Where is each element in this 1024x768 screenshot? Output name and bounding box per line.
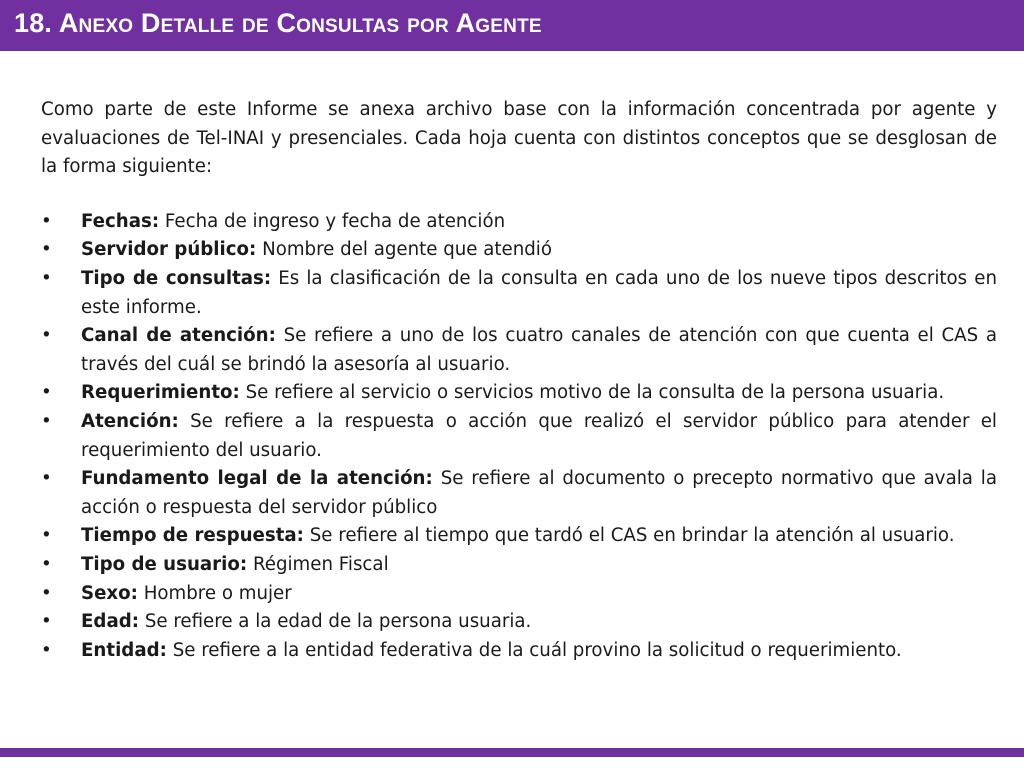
list-item <box>41 208 997 237</box>
item-term: Requerimiento: <box>81 382 240 404</box>
item-description: Fecha de ingreso y fecha de atención <box>164 210 506 232</box>
slide-content <box>41 96 997 665</box>
list-item <box>41 551 997 580</box>
item-description: Se refiere al documento o precepto normativo que avala la acción o respuesta del servidor público <box>81 468 997 518</box>
item-description: Nombre del agente que atendió <box>262 239 552 261</box>
slide-title: 18. Anexo Detalle de Consultas por Agente <box>14 8 542 38</box>
bullet-icon: • <box>41 382 52 404</box>
bullet-icon: • <box>41 325 52 347</box>
item-term: Edad: <box>81 611 140 633</box>
list-item <box>41 580 997 609</box>
bullet-icon: • <box>41 468 52 490</box>
list-item <box>41 265 997 322</box>
item-description: Se refiere a uno de los cuatro canales de atención con que cuenta el CAS a través del cuál se brindó la asesoría al usuario. <box>81 325 997 375</box>
list-item <box>41 322 997 379</box>
bottom-accent-bar <box>0 748 1024 757</box>
bullet-icon: • <box>41 525 52 547</box>
item-term: Sexo: <box>81 582 138 604</box>
item-description: Se refiere al tiempo que tardó el CAS en brindar la atención al usuario. <box>309 525 955 547</box>
list-item <box>41 236 997 265</box>
bullet-icon: • <box>41 410 52 432</box>
item-term: Servidor público: <box>81 239 257 261</box>
bullet-icon: • <box>41 239 52 261</box>
item-term: Tipo de usuario: <box>81 553 248 575</box>
list-item <box>41 379 997 408</box>
list-item <box>41 465 997 522</box>
bullet-icon: • <box>41 639 52 661</box>
item-description: Se refiere al servicio o servicios motivo de la consulta de la persona usuaria. <box>245 382 945 404</box>
item-description: Es la clasificación de la consulta en cada uno de los nueve tipos descritos en este informe. <box>81 267 997 318</box>
bullet-icon: • <box>41 553 52 575</box>
title-bar <box>0 0 1024 51</box>
item-term: Entidad: <box>81 639 167 661</box>
item-term: Tipo de consultas: <box>81 267 272 289</box>
bullet-icon: • <box>41 582 52 604</box>
item-description: Se refiere a la respuesta o acción que realizó el servidor público para atender el requerimiento del usuario. <box>81 410 997 461</box>
list-item <box>41 608 997 637</box>
item-term: Tiempo de respuesta: <box>81 525 304 547</box>
list-item <box>41 637 997 666</box>
item-description: Se refiere a la entidad federativa de la cuál provino la solicitud o requerimiento. <box>172 639 902 661</box>
item-term: Fechas: <box>81 210 160 232</box>
bullet-icon: • <box>41 267 52 289</box>
item-term: Canal de atención: <box>81 325 276 347</box>
list-item <box>41 522 997 551</box>
item-description: Hombre o mujer <box>143 582 292 604</box>
item-description: Régimen Fiscal <box>252 553 389 575</box>
bullet-icon: • <box>41 611 52 633</box>
bullet-icon: • <box>41 210 52 232</box>
item-description: Se refiere a la edad de la persona usuaria. <box>144 611 532 633</box>
item-term: Atención: <box>81 410 179 432</box>
concept-list <box>41 208 997 666</box>
list-item <box>41 408 997 465</box>
intro-paragraph: Como parte de este Informe se anexa archivo base con la información concentrada por agente y evaluaciones de Tel-INAI y presenciales. Cada hoja cuenta con distintos conceptos que se desglosan de la forma siguiente: <box>41 99 997 178</box>
item-term: Fundamento legal de la atención: <box>81 468 433 490</box>
